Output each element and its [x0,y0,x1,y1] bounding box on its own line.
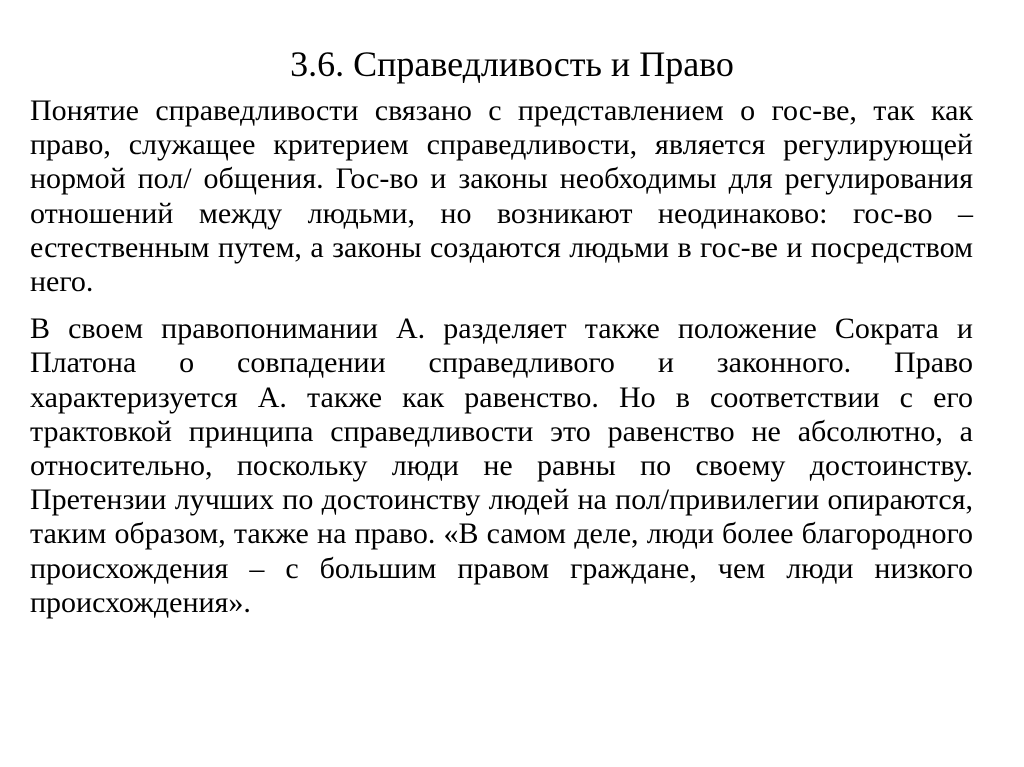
paragraph-law-as-equality: В своем правопонимании А. разделяет также положение Сократа и Платона о совпадении справедливого и законного. Право характеризуется А. также как равенство. Но в соответствии с его трактовкой принципа справедливости это равенство не абсолютно, а относительно, поскольку люди не равны по своему достоинству. Претензии лучших по достоинству людей на пол/привилегии опираются, таким образом, также на право. «В самом деле, люди более благородного происхождения – с большим правом граждане, чем люди низкого происхождения». [30,312,973,619]
slide-title: 3.6. Справедливость и Право [290,44,734,84]
slide-body [30,94,973,620]
paragraph-justice-and-state: Понятие справедливости связано с представлением о гос-ве, так как право, служащее критерием справедливости, является регулирующей нормой пол/ общения. Гос-во и законы необходимы для регулирования отношений между людьми, но возникают неодинаково: гос-во – естественным путем, а законы создаются людьми в гос-ве и посредством него. [30,94,973,299]
